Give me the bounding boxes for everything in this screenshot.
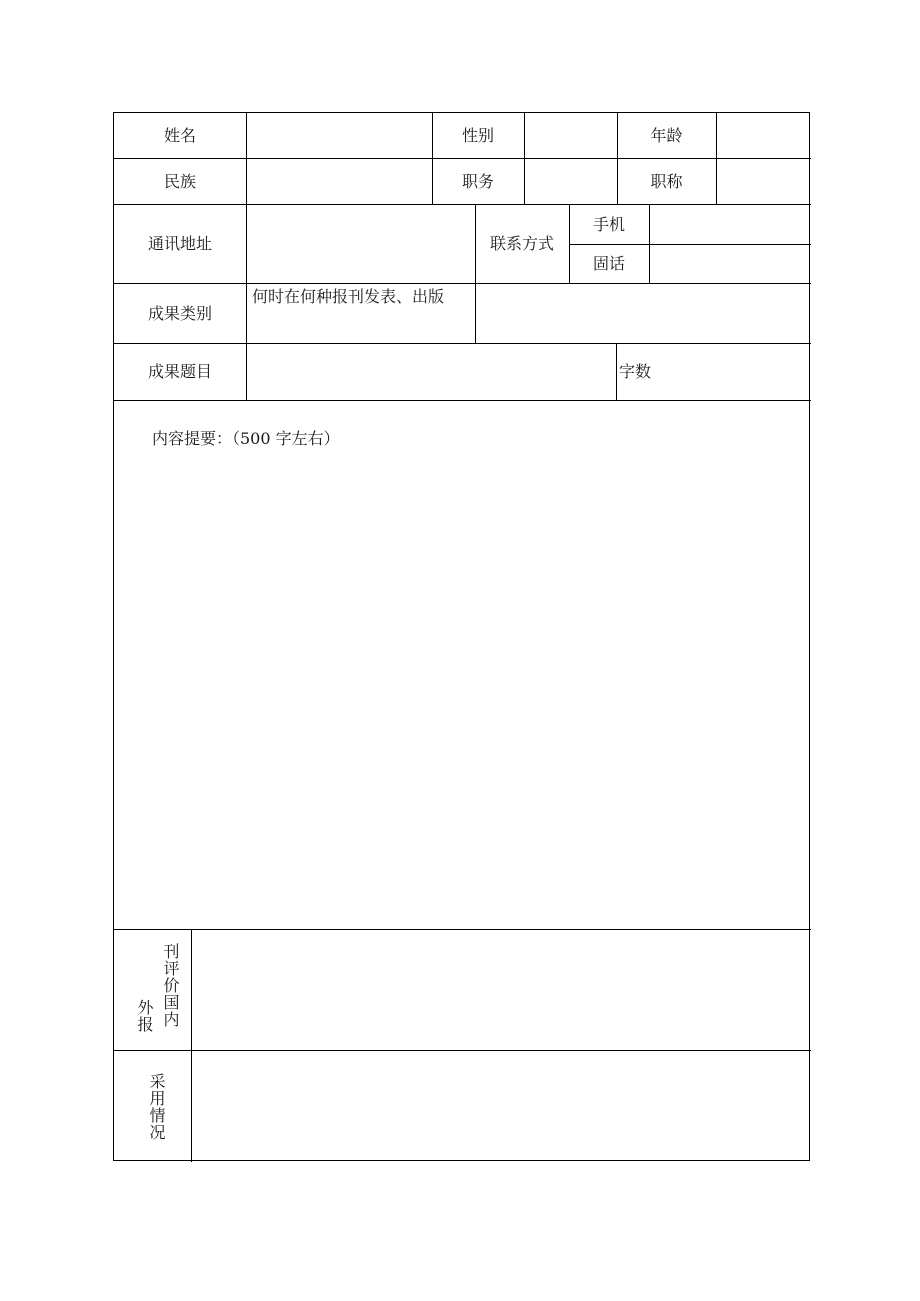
topic-field[interactable]: [247, 344, 616, 400]
gender-field[interactable]: [525, 113, 617, 158]
adoption-label: 采用情况: [147, 1073, 166, 1141]
application-form: [113, 112, 810, 1161]
topic-label: 成果题目: [147, 362, 212, 381]
ethnicity-field[interactable]: [247, 159, 432, 204]
mobile-field[interactable]: [650, 205, 811, 244]
name-field[interactable]: [247, 113, 432, 158]
professional-title-field[interactable]: [717, 159, 811, 204]
name-label: 姓名: [163, 125, 196, 145]
review-field[interactable]: [192, 930, 811, 1050]
review-label-outer: 外报: [135, 999, 154, 1033]
mobile-label: 手机: [592, 214, 625, 234]
review-label-inner: 刊评价国内: [161, 943, 180, 1028]
position-label: 职务: [461, 171, 494, 191]
publication-label: 何时在何种报刊发表、出版: [252, 287, 445, 306]
landline-label: 固话: [592, 254, 625, 273]
landline-field[interactable]: [650, 245, 811, 283]
row-divider: [114, 400, 811, 401]
adoption-field[interactable]: [192, 1051, 811, 1161]
contact-label: 联系方式: [489, 234, 554, 253]
address-label: 通讯地址: [147, 234, 212, 253]
position-field[interactable]: [525, 159, 617, 204]
age-label: 年龄: [650, 125, 683, 145]
summary-field[interactable]: [114, 458, 811, 928]
wordcount-label: 字数: [619, 362, 652, 381]
ethnicity-label: 民族: [163, 171, 196, 191]
title-label: 职称: [650, 171, 683, 191]
category-label: 成果类别: [147, 303, 212, 323]
gender-label: 性别: [461, 125, 494, 145]
wordcount-field[interactable]: [659, 344, 811, 400]
address-field[interactable]: [247, 205, 475, 283]
publication-field[interactable]: [476, 284, 811, 343]
summary-label: 内容提要：（500 字左右）: [152, 429, 340, 448]
age-field[interactable]: [717, 113, 811, 158]
